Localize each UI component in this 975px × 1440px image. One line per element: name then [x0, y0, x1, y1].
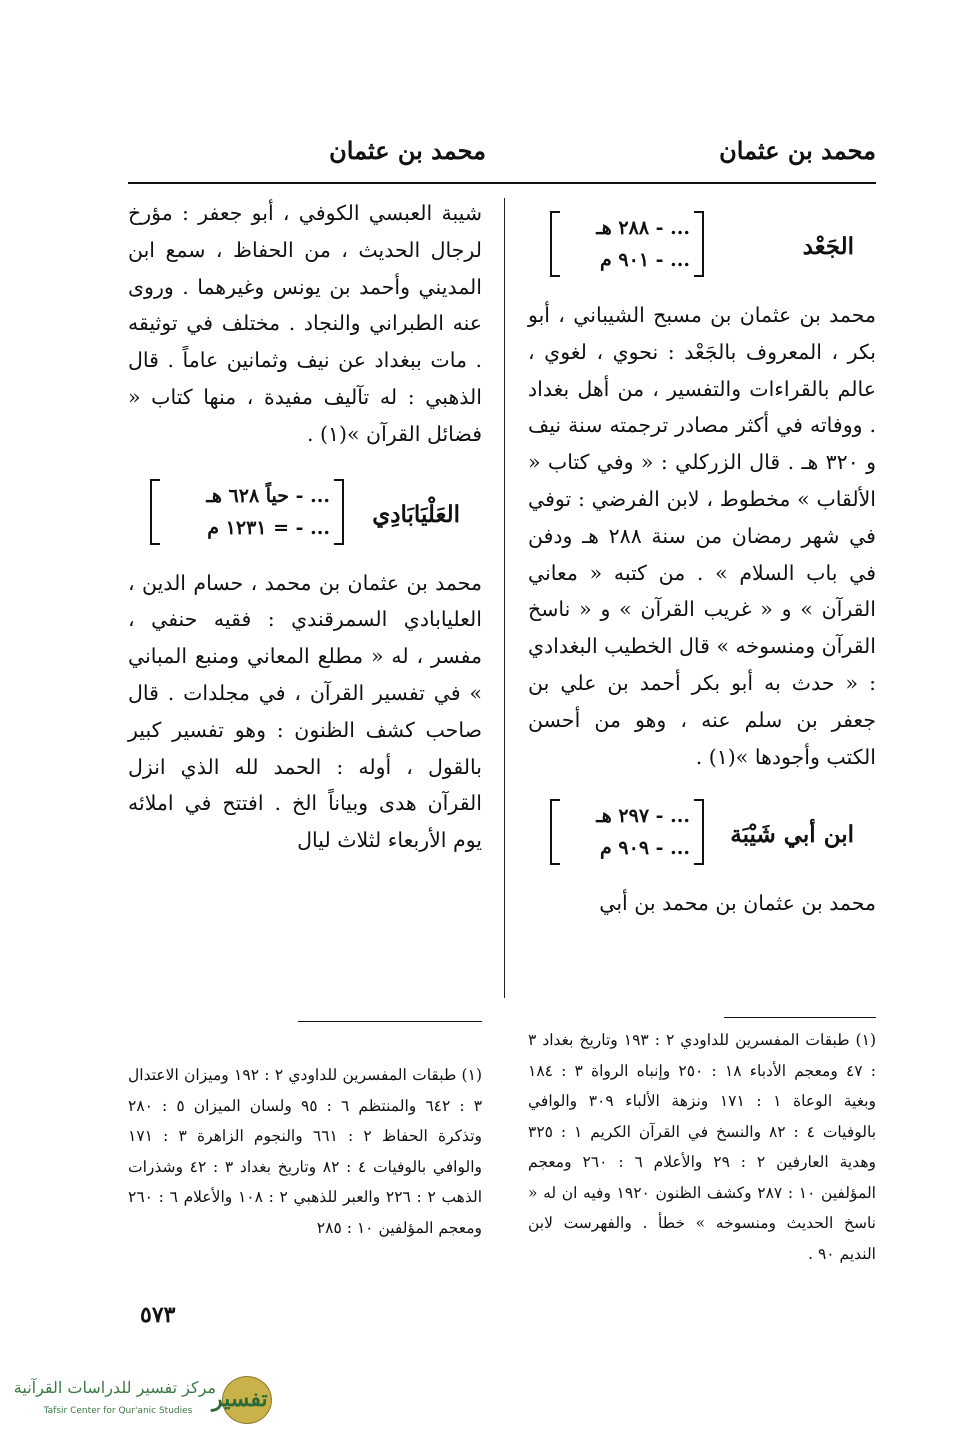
date-bracket — [550, 211, 704, 277]
entry-paragraph: محمد بن عثمان بن محمد ، حسام الدين ، العليابادي السمرقندي : فقيه حنفي ، مفسر ، له « مطلع المعاني ومنبع المباني » في تفسير القرآن ، في مجلدات . قال صاحب كشف الظنون : وهو تفسير كبير بالقول ، أوله : الحمد لله الذي انزل القرآن هدى وبياناً الخ . افتتح في املائه يوم الأربعاء لثلاث ليال — [128, 570, 482, 853]
date-bracket — [550, 799, 704, 865]
footnote-rule-right — [724, 1017, 876, 1018]
date-gregorian: ... - = ١٢٣١ م — [207, 516, 330, 539]
entry-continuation — [128, 195, 482, 453]
date-hijri: ... - حياً ٦٢٨ هـ — [206, 484, 330, 507]
entry-paragraph: محمد بن عثمان بن محمد بن أبي — [599, 891, 876, 916]
entry-text — [528, 885, 876, 922]
entry-name: العَلْيَابَادِي — [372, 500, 460, 528]
publisher-logo — [13, 1376, 294, 1422]
date-gregorian: ... - ٩٠٩ م — [600, 837, 690, 860]
date-hijri: ... - ٢٨٨ هـ — [596, 217, 690, 239]
column-divider — [504, 198, 505, 998]
footnote-left: (١) طبقات المفسرين للداودي ٢ : ١٩٢ وميزان الاعتدال ٣ : ٦٤٢ والمنتظم ٦ : ٩٥ ولسان الميزان ٥ : ٢٨٠ وتذكرة الحفاظ ٢ : ٦٦١ والنجوم الزاهرة ٣ : ١٧١ والوافي بالوفيات ٤ : ٨٢ وتاريخ بغداد ٣ : ٤٢ وشذرات الذهب ٢ : ٢٢٦ والعبر للذهبي ٢ : ١٠٨ والأعلام ٦ : ٢٦٠ ومعجم المؤلفين ١٠ : ٢٨٥ — [128, 1066, 483, 1237]
entry-name: الجَعْد — [802, 233, 854, 260]
date-hijri: ... - ٢٩٧ هـ — [596, 805, 690, 828]
right-column — [528, 195, 876, 922]
date-gregorian: ... - ٩٠١ م — [600, 249, 690, 271]
header-rule — [128, 182, 876, 184]
logo-wordmark: تفسير — [212, 1386, 268, 1412]
logo-title: مركز تفسير للدراسات القرآنية — [13, 1378, 216, 1397]
entry-paragraph: محمد بن عثمان بن مسبح الشيباني ، أبو بكر ، المعروف بالجَعْد : نحوي ، لغوي ، عالم بالقراءات والتفسير ، من أهل بغداد . ووفاته في أكثر مصادر ترجمته سنة نيف و ٣٢٠ هـ . قال الزركلي : « وفي كتاب « الألقاب » مخطوط ، لابن الفرضي : توفي في شهر رمضان من سنة ٢٨٨ هـ ودفن في باب السلام » . من كتبه « معاني القرآن » و « غريب القرآن » و « ناسخ القرآن ومنسوخه » قال الخطيب البغدادي : « حدث به أبو بكر أحمد بن علي بن جعفر بن سلم عنه ، وهو من أحسن الكتب وأجودها »(١) . — [528, 303, 876, 769]
footnote-rule-left — [298, 1021, 482, 1022]
logo-subtitle: Tafsir Center for Qur'anic Studies — [43, 1406, 193, 1416]
running-title-right: محمد بن عثمان — [719, 136, 876, 165]
entry-heading-jaad — [528, 201, 876, 291]
entry-paragraph: شيبة العبسي الكوفي ، أبو جعفر : مؤرخ لرجال الحديث ، من الحفاظ ، سمع ابن المديني وأحمد بن يونس وغيرهما . وروى عنه الطبراني والنجاد . مختلف في توثيقه . مات ببغداد عن نيف وثمانين عاماً . قال الذهبي : له تآليف مفيدة ، منها كتاب « فضائل القرآن »(١) . — [128, 201, 482, 446]
running-header — [128, 130, 876, 180]
entry-text — [128, 565, 482, 859]
date-bracket — [150, 479, 344, 545]
running-title-left: محمد بن عثمان — [329, 136, 486, 165]
entry-heading-aliyabadi — [128, 469, 482, 559]
entry-name: ابن أبي شَيْبَة — [730, 821, 854, 849]
page-number: ٥٧٣ — [140, 1302, 176, 1328]
entry-text — [528, 297, 876, 775]
entry-heading-ibn-abi-shayba — [528, 789, 876, 879]
footnote-right: (١) طبقات المفسرين للداودي ٢ : ١٩٣ وتاريخ بغداد ٣ : ٤٧ ومعجم الأدباء ١٨ : ٢٥٠ وإنباه الرواة ٣ : ١٨٤ وبغية الوعاة ١ : ١٧١ ونزهة الألباء ٣٠٩ والوافي بالوفيات ٤ : ٨٢ والنسخ في القرآن الكريم ١ : ٣٢٥ وهدية العارفين ٢ : ٢٩ والأعلام ٦ : ٢٦٠ ومعجم المؤلفين ١٠ : ٢٨٧ وكشف الظنون ١٩٢٠ وفيه ان له « ناسخ الحديث ومنسوخه » خطأ . والفهرست لابن النديم ٩٠ . — [528, 1031, 877, 1263]
left-column — [128, 195, 482, 859]
